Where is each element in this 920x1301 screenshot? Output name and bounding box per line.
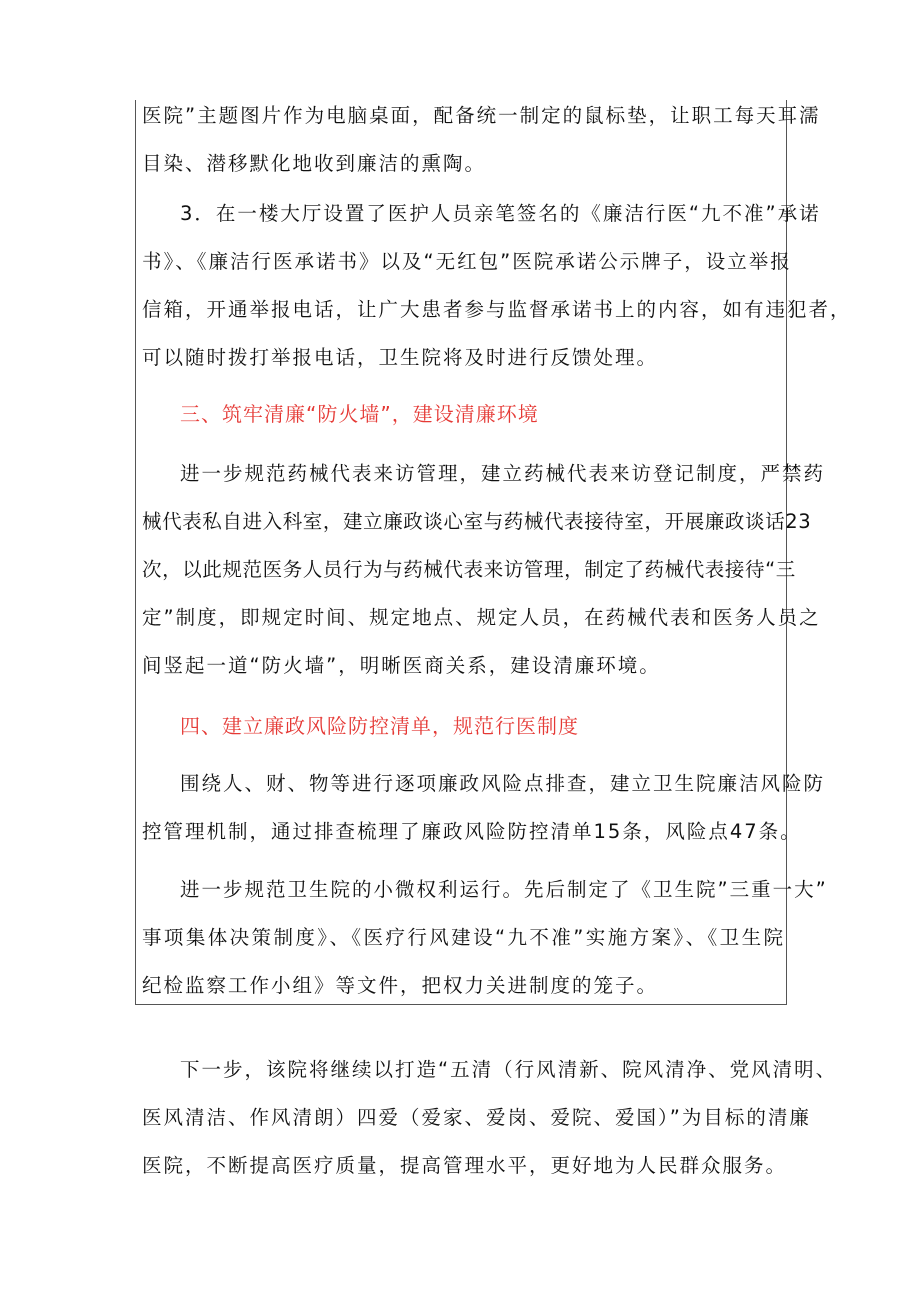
section-3-line: 械代表私自进入科室，建立廉政谈心室与药械代表接待室，开展廉政谈话23 [142, 510, 812, 533]
closing-line: 医院，不断提高医疗质量，提高管理水平，更好地为人民群众服务。 [142, 1154, 788, 1177]
closing-line: 医风清洁、作风清朗）四爱（爱家、爱岗、爱院、爱国）”为目标的清廉 [142, 1106, 811, 1129]
section-4-para2-line: 事项集体决策制度》、《医疗行风建设“九不准”实施方案》、《卫生院 [142, 926, 785, 949]
content-table-frame [135, 100, 852, 1005]
section-3-line: 次，以此规范医务人员行为与药械代表来访管理，制定了药械代表接待“三 [142, 558, 796, 581]
section-4-heading: 四、建立廉政风险防控清单，规范行医制度 [180, 714, 579, 738]
section-4-para2-line: 纪检监察工作小组》等文件，把权力关进制度的笼子。 [142, 974, 659, 997]
item-3-line: 书》、《廉洁行医承诺书》以及“无红包”医院承诺公示牌子，设立举报 [142, 250, 792, 273]
item-3-line: 信箱，开通举报电话，让广大患者参与监督承诺书上的内容，如有违犯者， [142, 298, 852, 321]
item-3-line: 3．在一楼大厅设置了医护人员亲笔签名的《廉洁行医“九不准”承诺 [180, 202, 821, 225]
section-3-line: 定”制度，即规定时间、规定地点、规定人员，在药械代表和医务人员之 [142, 606, 821, 629]
section-4-para2-line: 进一步规范卫生院的小微权利运行。先后制定了《卫生院”三重一大” [180, 878, 828, 901]
item-3-line: 可以随时拨打举报电话，卫生院将及时进行反馈处理。 [142, 346, 659, 369]
section-4-para1-line: 围绕人、财、物等进行逐项廉政风险点排查，建立卫生院廉洁风险防 [180, 772, 826, 795]
section-3-line: 进一步规范药械代表来访管理，建立药械代表来访登记制度，严禁药 [180, 462, 826, 485]
section-4-para1-line: 控管理机制，通过排查梳理了廉政风险防控清单15条，风险点47条。 [142, 820, 802, 843]
section-3-line: 间竖起一道“防火墙”，明晰医商关系，建设清廉环境。 [142, 654, 661, 677]
paragraph-line: 医院”主题图片作为电脑桌面，配备统一制定的鼠标垫，让职工每天耳濡 [142, 104, 821, 127]
paragraph-line: 目染、潜移默化地收到廉洁的熏陶。 [142, 152, 487, 175]
section-3-heading: 三、筑牢清廉“防火墙”，建设清廉环境 [180, 402, 539, 426]
closing-line: 下一步，该院将继续以打造“五清（行风清新、院风清净、党风清明、 [180, 1058, 838, 1081]
